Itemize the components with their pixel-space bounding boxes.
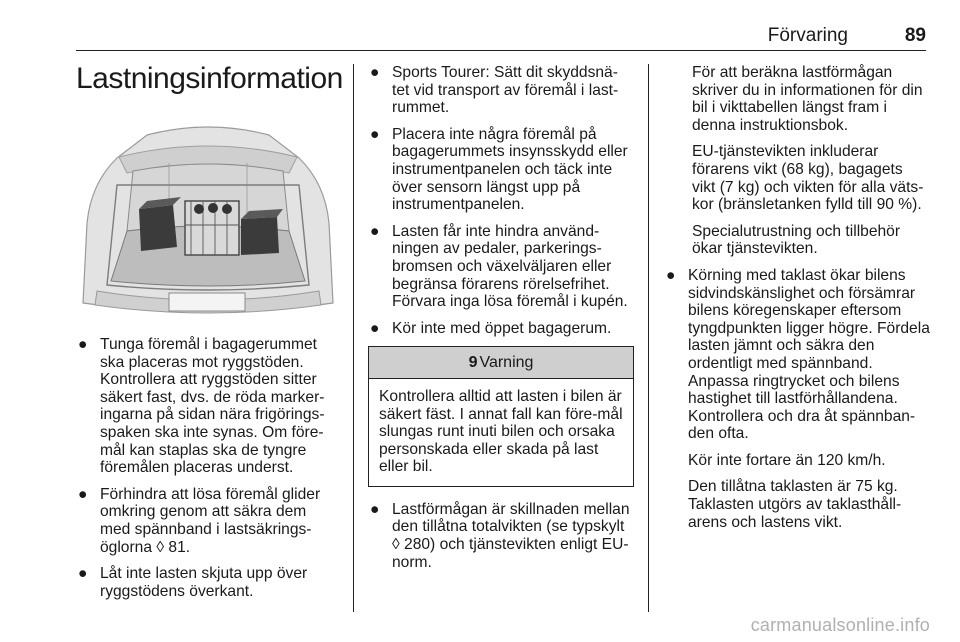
list-item: ● Låt inte lasten skjuta upp över ryggstödens överkant. <box>78 565 308 600</box>
warning-title: Varning <box>479 354 534 372</box>
warning-header <box>369 347 633 379</box>
list-item: ● Kör inte med öppet bagagerum. <box>370 319 612 337</box>
list-item: ● Tunga föremål i bagagerummet ska placeras mot ryggstöden. Kontrollera att ryggstöden sitter säkert fast, dvs. de röda marker-ingarna på sidan nära frigörings-spaken ska inte synas. Om före-mål kan staplas ska de tyngre föremålen placeras underst. <box>78 336 325 477</box>
bullet-icon: ● <box>666 266 676 284</box>
bullet-icon: ● <box>370 500 380 518</box>
bullet-icon: ● <box>78 336 88 353</box>
warning-text: Kontrollera alltid att lasten i bilen är säkert fäst. I annat fall kan före-mål slungas runt inuti bilen och orsaka personskada eller skada på last eller bil. <box>379 387 623 476</box>
list-item: ● Lastförmågan är skillnaden mellan den tillåtna totalvikten (se typskylt ◊ 280) och tjänstevikten enligt EU-norm. <box>370 500 630 571</box>
bullet-icon: ● <box>370 64 380 81</box>
paragraph: EU-tjänstevikten inkluderar förarens vikt (68 kg), bagagets vikt (7 kg) och vikten för alla väts-kor (bränsletanken fylld till 90 %). <box>692 143 924 214</box>
bullet-icon: ● <box>370 319 380 337</box>
page-number: 89 <box>904 25 926 46</box>
column-1 <box>76 336 338 609</box>
bullet-icon: ● <box>78 485 88 503</box>
section-title: Förvaring <box>767 25 848 46</box>
column-2 <box>368 64 634 580</box>
column-divider-2 <box>648 64 649 612</box>
list-item: ● Körning med taklast ökar bilens sidvindskänslighet och försämrar bilens köregenskaper eftersom tyngdpunkten ligger högre. Fördela lasten jämnt och säkra den ordentligt med spännband. Anpassa ringtrycket och bilens hastighet till lastförhållandena. Kontrollera och dra åt spännban-den ofta. Kör inte fortare än 120 km/h. Den tillåtna taklasten är 75 kg. Taklasten utgörs av taklasthåll-arens och lastens vikt. <box>666 266 930 531</box>
list-item: ● Sports Tourer: Sätt dit skyddsnä-tet vid transport av föremål i last-rummet. <box>370 64 619 117</box>
column-divider-1 <box>353 64 354 612</box>
page-header <box>76 24 926 51</box>
warning-box <box>368 346 634 487</box>
paragraph: För att beräkna lastförmågan skriver du in informationen för din bil i vikttabellen längst fram i denna instruktionsbok. <box>692 64 923 134</box>
trunk-loading-illustration <box>77 113 339 324</box>
watermark-footer: carmanualsonline.info <box>750 615 930 635</box>
column-3 <box>664 64 930 540</box>
list-item: ● Förhindra att lösa föremål glider omkring genom att säkra dem med spännband i lastsäkrings-öglorna ◊ 81. <box>78 485 321 556</box>
bullet-icon: ● <box>370 125 380 143</box>
list-item: ● Placera inte några föremål på bagagerummets insynsskydd eller instrumentpanelen och täck inte över sensorn längst upp på instrumentpanelen. <box>370 125 628 214</box>
paragraph: Specialutrustning och tillbehör ökar tjänstevikten. <box>692 222 901 258</box>
bullet-icon: ● <box>370 222 380 240</box>
list-item: ● Lasten får inte hindra använd-ningen av pedaler, parkerings-bromsen och växelväljaren eller begränsa förarens rörelsefrihet. Förvara inga lösa föremål i kupén. <box>370 222 628 311</box>
page-title: Lastningsinformation <box>76 62 343 95</box>
warning-icon: 9 <box>468 354 478 372</box>
bullet-icon: ● <box>78 565 88 583</box>
